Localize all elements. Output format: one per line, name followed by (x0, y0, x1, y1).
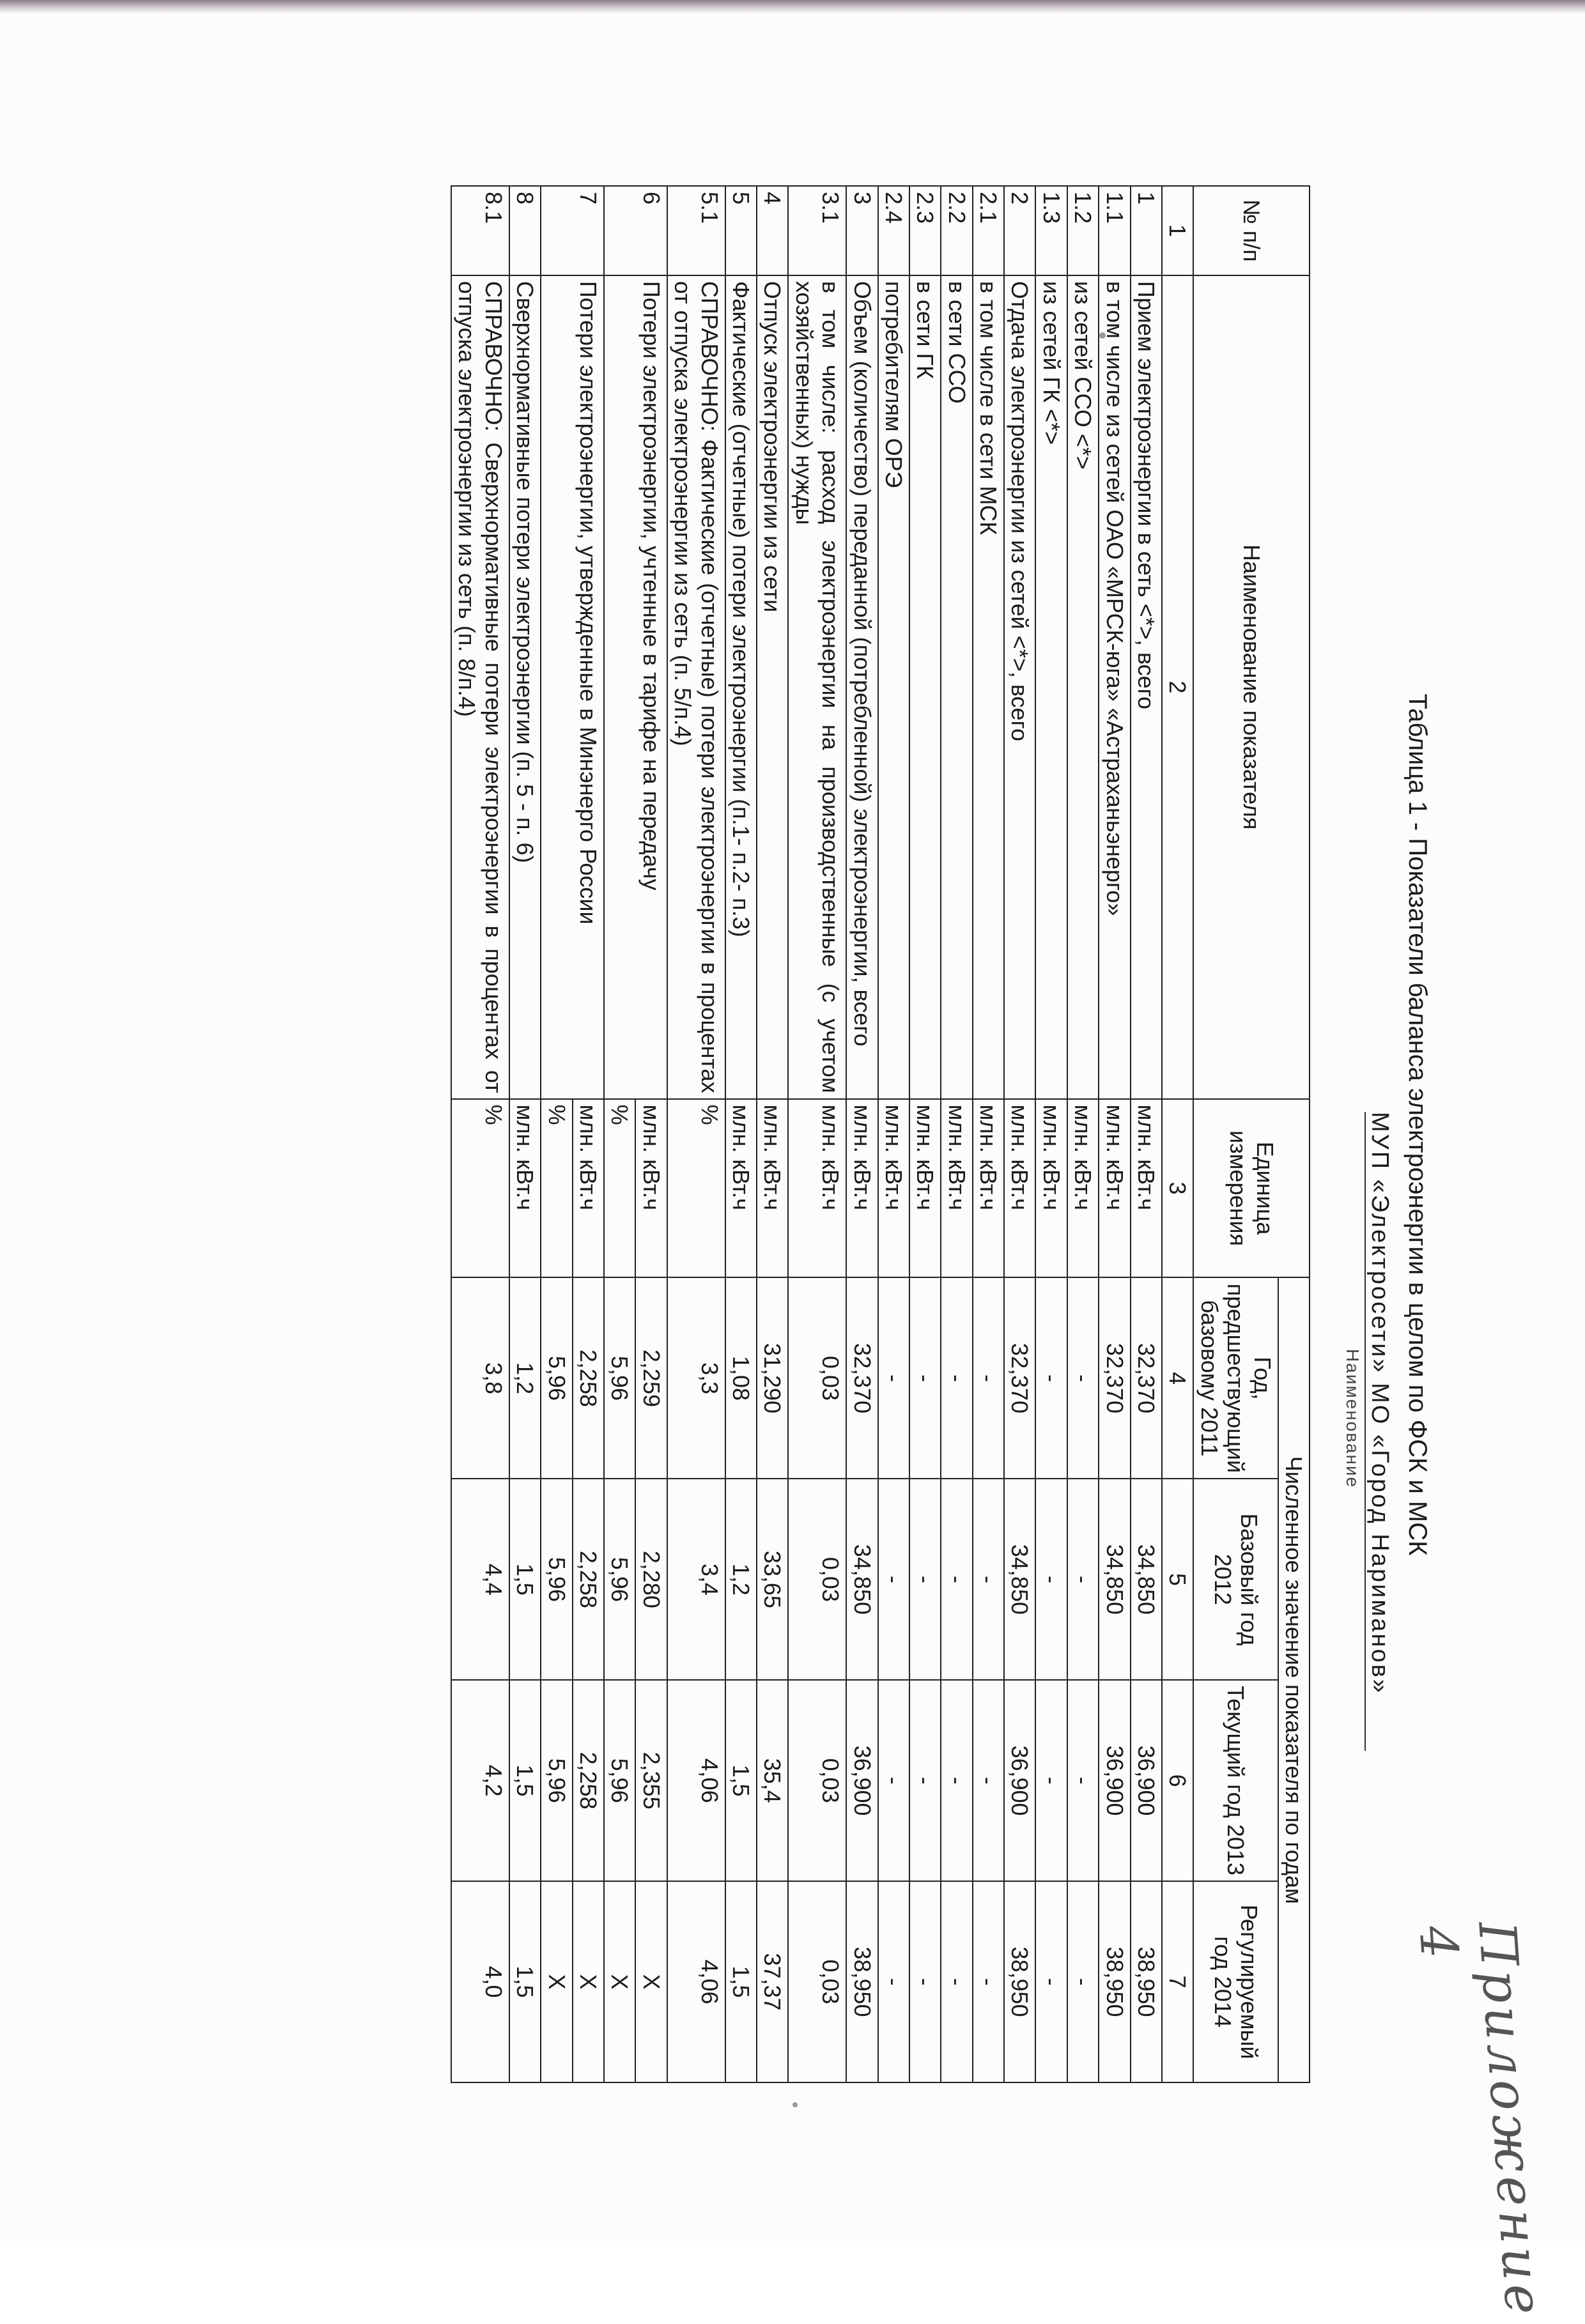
row-unit: млн. кВт.ч (909, 1099, 941, 1278)
row-value: 35,4 (757, 1680, 788, 1881)
row-value: 4,06 (667, 1881, 725, 2082)
row-value: 38,950 (1004, 1881, 1035, 2082)
header-row (1278, 186, 1310, 2082)
table-row (1067, 186, 1099, 2082)
row-name: Потери электроэнергии, утвержденные в Минэнерго России (541, 275, 604, 1099)
row-value: 32,370 (846, 1277, 878, 1479)
row-value: 1,5 (509, 1881, 541, 2082)
row-unit: млн. кВт.ч (1099, 1099, 1130, 1278)
row-value: 2,355 (635, 1680, 667, 1881)
table-row (635, 186, 667, 2082)
column-number: 3 (1162, 1099, 1193, 1278)
row-value: 32,370 (1004, 1277, 1035, 1479)
row-name: Потери электроэнергии, учтенные в тарифе на передачу (604, 275, 667, 1099)
row-value: 4,06 (667, 1680, 725, 1881)
row-value: - (909, 1680, 941, 1881)
row-value: - (941, 1881, 972, 2082)
row-value: 34,850 (846, 1479, 878, 1680)
table-row (757, 186, 788, 2082)
row-value: Х (604, 1881, 635, 2082)
row-value: - (1035, 1277, 1067, 1479)
table-row (573, 186, 604, 2082)
row-name: из сетей ГК <*> (1035, 275, 1067, 1099)
row-value: - (941, 1479, 972, 1680)
row-name: СПРАВОЧНО: Фактические (отчетные) потери электроэнергии в процентах от отпуска электроэнергии из сеть (п. 5/п.4) (667, 275, 725, 1099)
row-number: 2.4 (878, 186, 909, 275)
row-value: - (973, 1881, 1004, 2082)
row-value: 38,950 (1099, 1881, 1130, 2082)
row-value: 0,03 (788, 1479, 846, 1680)
balance-table (451, 185, 1310, 2083)
row-value: 38,950 (846, 1881, 878, 2082)
header-name: Наименование показателя (1193, 275, 1310, 1099)
row-value: 0,03 (788, 1277, 846, 1479)
row-unit: млн. кВт.ч (788, 1099, 846, 1278)
row-value: - (973, 1479, 1004, 1680)
row-value: 1,2 (725, 1479, 757, 1680)
row-value: - (1067, 1479, 1099, 1680)
row-number: 2.2 (941, 186, 972, 275)
row-number: 1.3 (1035, 186, 1067, 275)
row-value: - (973, 1680, 1004, 1881)
row-unit: млн. кВт.ч (1004, 1099, 1035, 1278)
row-value: 34,850 (1099, 1479, 1130, 1680)
table-row (1099, 186, 1130, 2082)
row-value: 2,258 (573, 1680, 604, 1881)
row-value: 32,370 (1099, 1277, 1130, 1479)
table-row (788, 186, 846, 2082)
row-name: Отпуск электроэнергии из сети (757, 275, 788, 1099)
row-name: потребителям ОРЭ (878, 275, 909, 1099)
row-value: - (1067, 1881, 1099, 2082)
row-value: - (909, 1881, 941, 2082)
column-number: 4 (1162, 1277, 1193, 1479)
header-values-group: Численное значение показателя по годам (1278, 1277, 1310, 2082)
row-value: 3,4 (667, 1479, 725, 1680)
row-value: Х (635, 1881, 667, 2082)
row-value: 2,258 (573, 1277, 604, 1479)
table-row (1035, 186, 1067, 2082)
row-value: 3,8 (451, 1277, 509, 1479)
column-number: 6 (1162, 1680, 1193, 1881)
row-value: 2,259 (635, 1277, 667, 1479)
row-unit: млн. кВт.ч (509, 1099, 541, 1278)
row-name: в сети ССО (941, 275, 972, 1099)
header-year-2011: Год, предшествующий базовому 2011 (1193, 1277, 1278, 1479)
row-name: Прием электроэнергии в сеть <*>, всего (1131, 275, 1162, 1099)
header-num: № п/п (1193, 186, 1310, 275)
row-number: 8.1 (451, 186, 509, 275)
row-unit: млн. кВт.ч (725, 1099, 757, 1278)
row-value: - (941, 1680, 972, 1881)
row-value: 0,03 (788, 1881, 846, 2082)
row-unit: % (604, 1099, 635, 1278)
row-number: 6 (604, 186, 667, 275)
row-unit: млн. кВт.ч (635, 1099, 667, 1278)
table-row (941, 186, 972, 2082)
row-value: 1,5 (725, 1881, 757, 2082)
table-row (973, 186, 1004, 2082)
table-row (509, 186, 541, 2082)
row-value: Х (573, 1881, 604, 2082)
row-unit: млн. кВт.ч (846, 1099, 878, 1278)
row-value: - (878, 1680, 909, 1881)
row-value: 36,900 (1099, 1680, 1130, 1881)
row-name: Отдача электроэнергии из сетей <*>, всего (1004, 275, 1035, 1099)
row-value: 1,5 (509, 1680, 541, 1881)
rotated-content (51, 38, 1554, 2320)
row-value: - (973, 1277, 1004, 1479)
row-value: 36,900 (1004, 1680, 1035, 1881)
row-number: 3 (846, 186, 878, 275)
table-row (667, 186, 725, 2082)
row-unit: млн. кВт.ч (757, 1099, 788, 1278)
row-value: 1,5 (509, 1479, 541, 1680)
row-number: 1 (1131, 186, 1162, 275)
row-unit: млн. кВт.ч (878, 1099, 909, 1278)
row-value: 5,96 (604, 1277, 635, 1479)
row-value: 0,03 (788, 1680, 846, 1881)
row-unit: млн. кВт.ч (1131, 1099, 1162, 1278)
row-value: 36,900 (1131, 1680, 1162, 1881)
row-value: Х (541, 1881, 572, 2082)
row-value: 2,258 (573, 1479, 604, 1680)
row-number: 4 (757, 186, 788, 275)
row-value: 31,290 (757, 1277, 788, 1479)
row-value: - (1067, 1277, 1099, 1479)
row-value: - (941, 1277, 972, 1479)
table-body (451, 186, 1193, 2082)
table-row (725, 186, 757, 2082)
row-number: 3.1 (788, 186, 846, 275)
row-name: Фактические (отчетные) потери электроэнергии (п.1- п.2- п.3) (725, 275, 757, 1099)
row-name: из сетей ССО <*> (1067, 275, 1099, 1099)
header-unit: Единица измерения (1193, 1099, 1310, 1278)
row-value: 1,2 (509, 1277, 541, 1479)
row-value: - (878, 1479, 909, 1680)
table-title: Таблица 1 - Показатели баланса электроэнергии в целом по ФСК и МСК (1403, 693, 1432, 1556)
organization-name: МУП «Электросети» МО «Город Нариманов» (1365, 1112, 1393, 1751)
header-year-2014: Регулируемый год 2014 (1193, 1881, 1278, 2082)
handwritten-appendix-note: Приложение 4 (1407, 1920, 1554, 2320)
row-value: 37,37 (757, 1881, 788, 2082)
row-number: 1.1 (1099, 186, 1130, 275)
row-name: в том числе в сети МСК (973, 275, 1004, 1099)
row-value: 4,0 (451, 1881, 509, 2082)
row-value: 32,370 (1131, 1277, 1162, 1479)
table-row (451, 186, 509, 2082)
row-value: 5,96 (604, 1680, 635, 1881)
row-unit: % (541, 1099, 572, 1278)
row-number: 2.3 (909, 186, 941, 275)
organization-caption: Наименование (1343, 1348, 1363, 1489)
row-value: 2,280 (635, 1479, 667, 1680)
row-value: - (909, 1479, 941, 1680)
row-number: 7 (541, 186, 604, 275)
row-number: 1.2 (1067, 186, 1099, 275)
row-number: 5.1 (667, 186, 725, 275)
row-unit: млн. кВт.ч (941, 1099, 972, 1278)
row-value: 34,850 (1131, 1479, 1162, 1680)
row-value: - (878, 1277, 909, 1479)
row-value: - (1035, 1479, 1067, 1680)
scan-edge (0, 0, 1585, 14)
column-number: 2 (1162, 275, 1193, 1099)
row-value: 5,96 (604, 1479, 635, 1680)
row-value: 5,96 (541, 1680, 572, 1881)
row-unit: млн. кВт.ч (973, 1099, 1004, 1278)
table-row (878, 186, 909, 2082)
row-value: 4,2 (451, 1680, 509, 1881)
row-number: 2 (1004, 186, 1035, 275)
row-value: 1,5 (725, 1680, 757, 1881)
table-row (1131, 186, 1162, 2082)
row-unit: млн. кВт.ч (1067, 1099, 1099, 1278)
row-value: 4,4 (451, 1479, 509, 1680)
row-value: 34,850 (1004, 1479, 1035, 1680)
row-value: 38,950 (1131, 1881, 1162, 2082)
column-number: 7 (1162, 1881, 1193, 2082)
row-number: 5 (725, 186, 757, 275)
column-number: 5 (1162, 1479, 1193, 1680)
row-unit: млн. кВт.ч (1035, 1099, 1067, 1278)
row-value: 33,65 (757, 1479, 788, 1680)
row-unit: % (451, 1099, 509, 1278)
column-numbers-row (1162, 186, 1193, 2082)
row-number: 2.1 (973, 186, 1004, 275)
row-unit: % (667, 1099, 725, 1278)
row-name: в том числе: расход электроэнергии на производственные (с учетом хозяйственных) нужды (788, 275, 846, 1099)
row-value: 5,96 (541, 1479, 572, 1680)
row-value: - (1067, 1680, 1099, 1881)
row-number: 8 (509, 186, 541, 275)
row-value: 36,900 (846, 1680, 878, 1881)
row-value: 1,08 (725, 1277, 757, 1479)
row-value: - (1035, 1881, 1067, 2082)
row-name: Объем (количество) переданной (потребленной) электроэнергии, всего (846, 275, 878, 1099)
column-number: 1 (1162, 186, 1193, 275)
row-value: - (878, 1881, 909, 2082)
table-row (846, 186, 878, 2082)
row-name: в сети ГК (909, 275, 941, 1099)
table-row (1004, 186, 1035, 2082)
row-name: Сверхнормативные потери электроэнергии (п. 5 - п. 6) (509, 275, 541, 1099)
row-value: - (1035, 1680, 1067, 1881)
row-name: в том числе из сетей ОАО «МРСК-юга» «Астраханьэнерго» (1099, 275, 1130, 1099)
header-year-2012: Базовый год 2012 (1193, 1479, 1278, 1680)
row-unit: млн. кВт.ч (573, 1099, 604, 1278)
row-value: 5,96 (541, 1277, 572, 1479)
row-value: - (909, 1277, 941, 1479)
table-row (909, 186, 941, 2082)
header-year-2013: Текущий год 2013 (1193, 1680, 1278, 1881)
row-value: 3,3 (667, 1277, 725, 1479)
row-name: СПРАВОЧНО: Сверхнормативные потери электроэнергии в процентах от отпуска электроэнергии из сеть (п. 8/п.4) (451, 275, 509, 1099)
